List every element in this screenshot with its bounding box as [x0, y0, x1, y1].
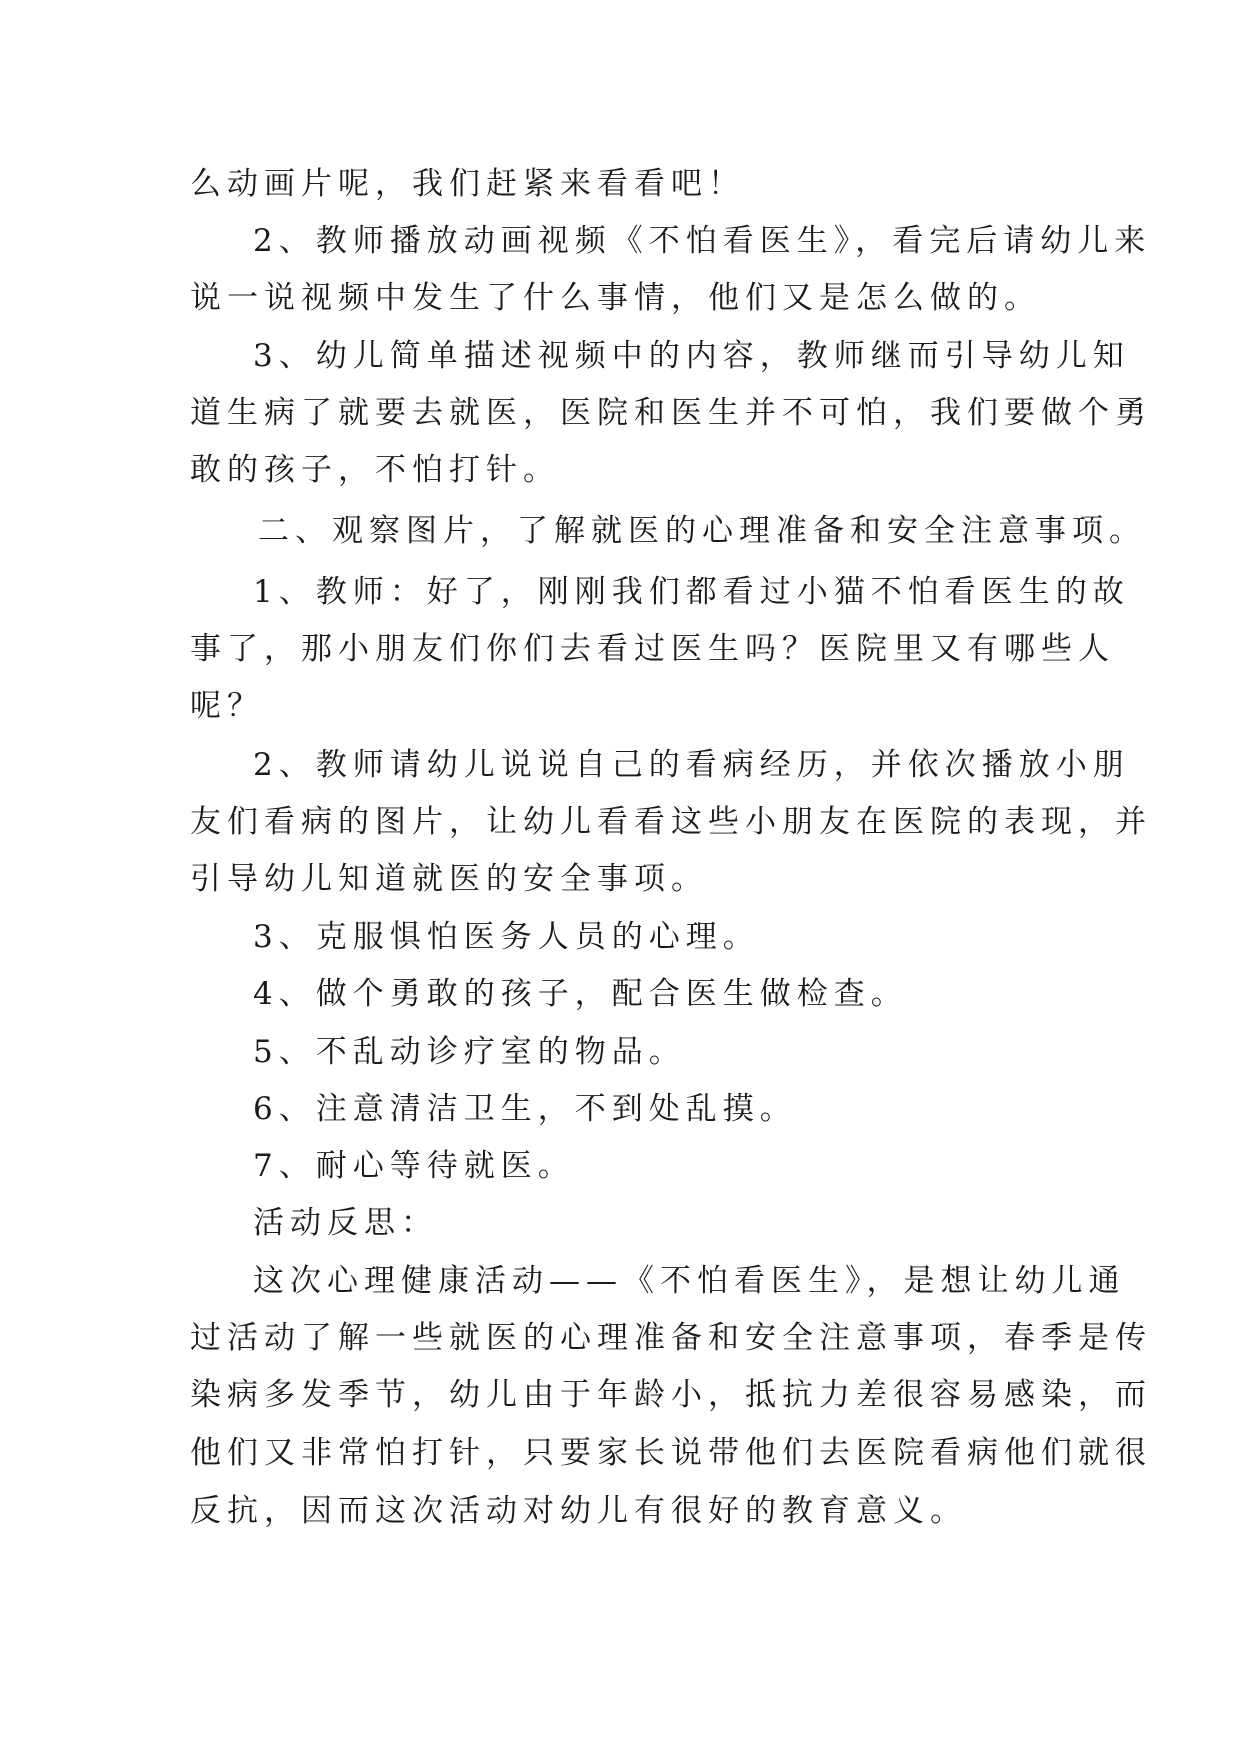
list-item: 7、耐心等待就医。 [253, 1148, 575, 1184]
text-line: 过活动了解一些就医的心理准备和安全注意事项，春季是传 [190, 1320, 1152, 1356]
text-line: 敢的孩子，不怕打针。 [190, 452, 560, 488]
text-line: 1、教师：好了，刚刚我们都看过小猫不怕看医生的故 [253, 574, 1130, 610]
reflection-heading: 活动反思： [253, 1205, 438, 1241]
section-heading: 二、观察图片，了解就医的心理准备和安全注意事项。 [258, 513, 1146, 549]
text-line: 么动画片呢，我们赶紧来看看吧！ [190, 166, 745, 202]
text-line: 反抗，因而这次活动对幼儿有很好的教育意义。 [190, 1493, 967, 1529]
text-line: 呢？ [190, 688, 264, 724]
list-item: 3、克服惧怕医务人员的心理。 [253, 919, 760, 955]
text-line: 他们又非常怕打针，只要家长说带他们去医院看病他们就很 [190, 1435, 1152, 1471]
list-item: 4、做个勇敢的孩子，配合医生做检查。 [253, 976, 908, 1012]
list-item: 5、不乱动诊疗室的物品。 [253, 1034, 686, 1070]
text-line: 这次心理健康活动——《不怕看医生》，是想让幼儿通 [253, 1263, 1126, 1299]
text-line: 2、教师播放动画视频《不怕看医生》，看完后请幼儿来 [253, 223, 1152, 259]
text-line: 友们看病的图片，让幼儿看看这些小朋友在医院的表现，并 [190, 804, 1152, 840]
text-line: 引导幼儿知道就医的安全事项。 [190, 861, 708, 897]
text-line: 道生病了就要去就医，医院和医生并不可怕，我们要做个勇 [190, 395, 1152, 431]
list-item: 6、注意清洁卫生，不到处乱摸。 [253, 1091, 797, 1127]
text-line: 染病多发季节，幼儿由于年龄小，抵抗力差很容易感染，而 [190, 1377, 1152, 1413]
text-line: 3、幼儿简单描述视频中的内容，教师继而引导幼儿知 [253, 338, 1130, 374]
text-line: 说一说视频中发生了什么事情，他们又是怎么做的。 [190, 280, 1041, 316]
text-line: 2、教师请幼儿说说自己的看病经历，并依次播放小朋 [253, 747, 1130, 783]
text-line: 事了，那小朋友们你们去看过医生吗？医院里又有哪些人 [190, 631, 1115, 667]
